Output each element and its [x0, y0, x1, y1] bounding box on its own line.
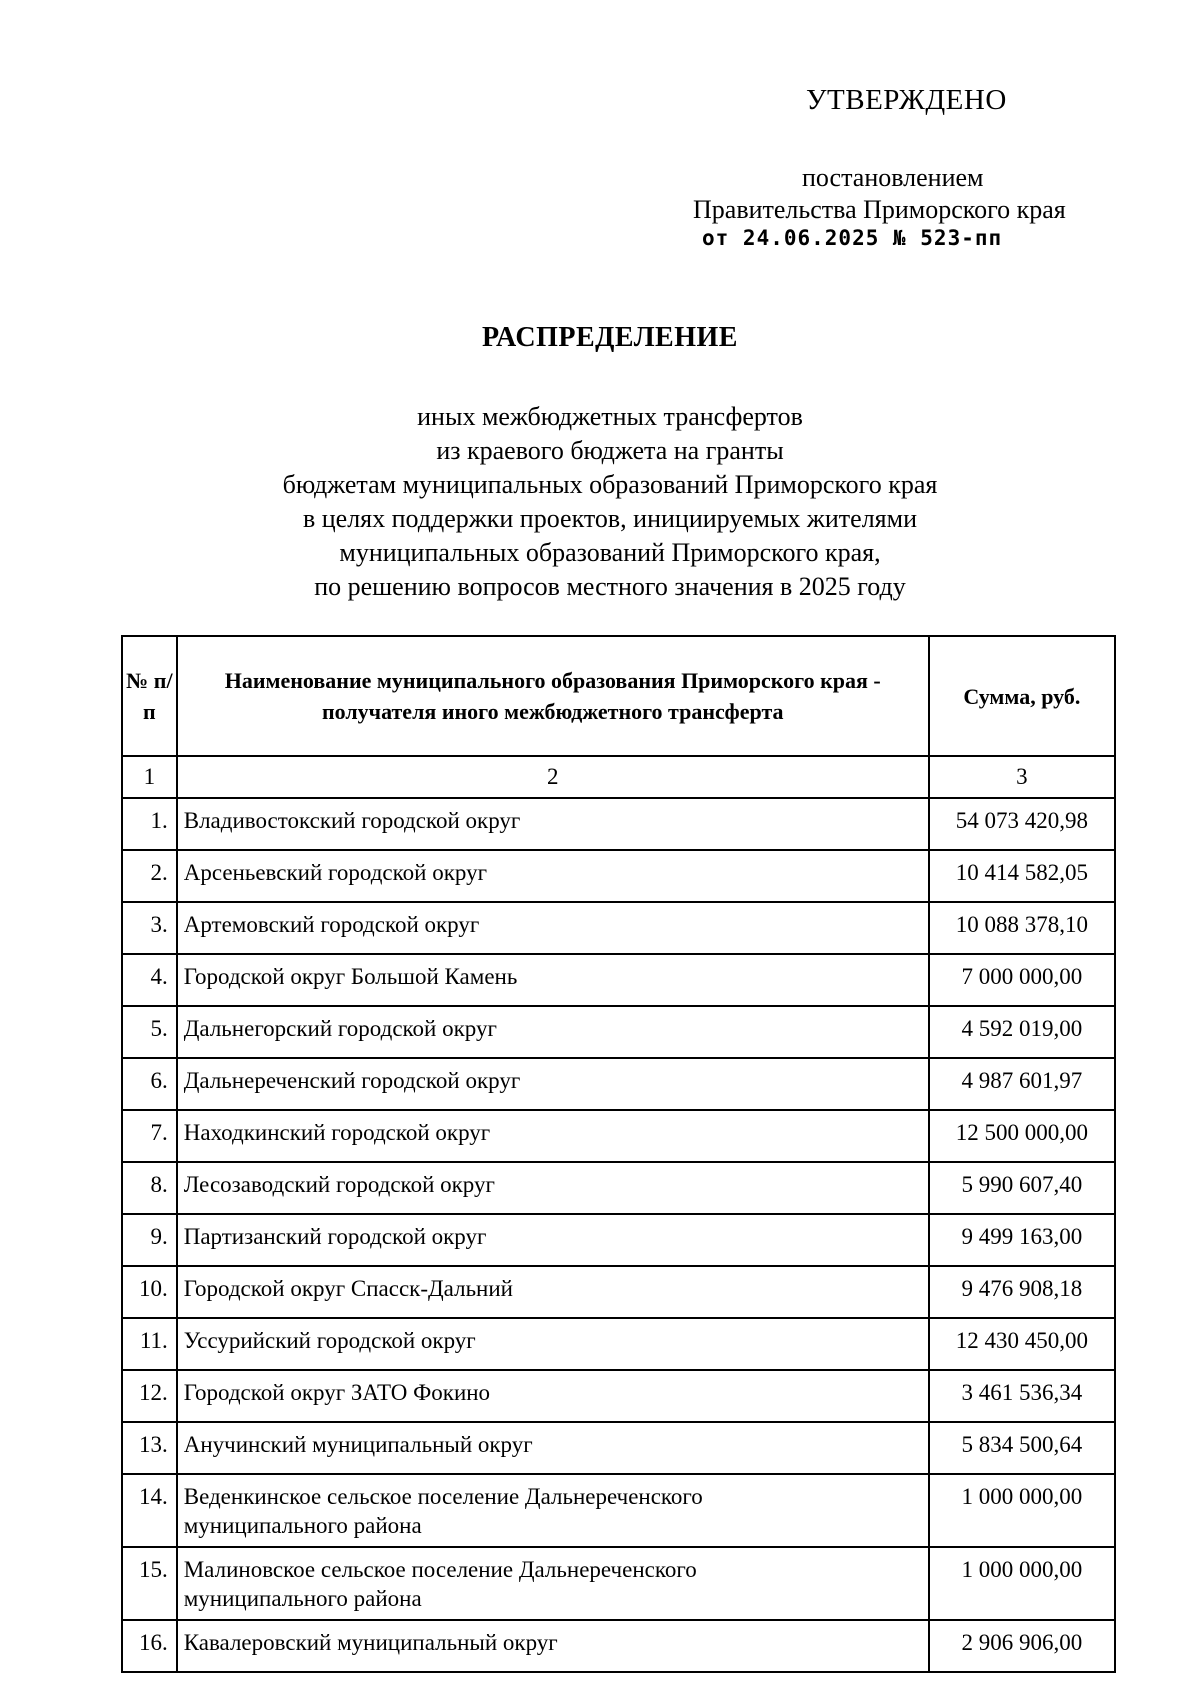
row-num: 2.	[122, 850, 177, 902]
row-sum: 9 499 163,00	[929, 1214, 1115, 1266]
table-header-row	[122, 636, 1115, 756]
subtitle-line: иных межбюджетных трансфертов	[417, 402, 803, 431]
row-num: 1.	[122, 798, 177, 850]
header-name-line-2: получателя иного межбюджетного трансферта	[321, 699, 784, 724]
row-name: Владивостокский городской округ	[177, 798, 929, 850]
row-sum: 2 906 906,00	[929, 1620, 1115, 1672]
header-sum: Сумма, руб.	[929, 636, 1115, 756]
row-num: 16.	[122, 1620, 177, 1672]
row-sum: 4 987 601,97	[929, 1058, 1115, 1110]
table-row	[122, 1058, 1115, 1110]
subtitle-line: муниципальных образований Приморского края,	[339, 538, 881, 567]
row-num: 6.	[122, 1058, 177, 1110]
row-num: 14.	[122, 1474, 177, 1547]
approval-line-2: Правительства Приморского края	[693, 195, 1066, 224]
table-row	[122, 798, 1115, 850]
column-index: 3	[929, 756, 1115, 798]
approval-line-1: постановлением	[802, 163, 984, 192]
row-name: Дальнегорский городской округ	[177, 1006, 929, 1058]
table-row	[122, 1620, 1115, 1672]
row-name-line-1: Веденкинское сельское поселение Дальнереченского	[183, 1484, 703, 1509]
row-sum: 10 414 582,05	[929, 850, 1115, 902]
row-name-line-1: Малиновское сельское поселение Дальнереченского	[183, 1557, 697, 1582]
row-name: Городской округ Большой Камень	[177, 954, 929, 1006]
row-sum: 10 088 378,10	[929, 902, 1115, 954]
row-name: Городской округ ЗАТО Фокино	[177, 1370, 929, 1422]
row-name: Анучинский муниципальный округ	[177, 1422, 929, 1474]
table-row	[122, 1474, 1115, 1547]
column-index: 2	[177, 756, 929, 798]
approval-date-number: от 24.06.2025 № 523-пп	[702, 226, 1003, 250]
row-name	[177, 1547, 929, 1620]
distribution-table	[121, 635, 1116, 1673]
document-title: РАСПРЕДЕЛЕНИЕ	[482, 322, 738, 353]
column-index-row	[122, 756, 1115, 798]
row-name-line-2: муниципального района	[183, 1586, 422, 1611]
approval-stamp-title: УТВЕРЖДЕНО	[806, 84, 1007, 116]
row-sum: 5 834 500,64	[929, 1422, 1115, 1474]
row-num: 4.	[122, 954, 177, 1006]
row-name: Находкинский городской округ	[177, 1110, 929, 1162]
row-num: 15.	[122, 1547, 177, 1620]
row-name: Уссурийский городской округ	[177, 1318, 929, 1370]
row-name: Лесозаводский городской округ	[177, 1162, 929, 1214]
row-name: Арсеньевский городской округ	[177, 850, 929, 902]
row-sum: 12 430 450,00	[929, 1318, 1115, 1370]
row-num: 10.	[122, 1266, 177, 1318]
row-sum: 12 500 000,00	[929, 1110, 1115, 1162]
header-name-line-1: Наименование муниципального образования Приморского края -	[224, 668, 881, 693]
row-num: 5.	[122, 1006, 177, 1058]
row-name: Дальнереченский городской округ	[177, 1058, 929, 1110]
row-name-line-2: муниципального района	[183, 1513, 422, 1538]
row-num: 12.	[122, 1370, 177, 1422]
subtitle-line: бюджетам муниципальных образований Приморского края	[282, 470, 938, 499]
table-row	[122, 850, 1115, 902]
subtitle-line: из краевого бюджета на гранты	[436, 436, 784, 465]
table-row	[122, 1214, 1115, 1266]
row-name	[177, 1474, 929, 1547]
table-row	[122, 1547, 1115, 1620]
subtitle-line: по решению вопросов местного значения в 2025 году	[314, 572, 906, 601]
row-name: Артемовский городской округ	[177, 902, 929, 954]
subtitle-line: в целях поддержки проектов, инициируемых жителями	[302, 504, 918, 533]
row-sum: 5 990 607,40	[929, 1162, 1115, 1214]
row-num: 13.	[122, 1422, 177, 1474]
document-subtitle	[0, 400, 1200, 604]
row-num: 3.	[122, 902, 177, 954]
table-row	[122, 1318, 1115, 1370]
table-row	[122, 954, 1115, 1006]
row-name: Городской округ Спасск-Дальний	[177, 1266, 929, 1318]
table-row	[122, 1422, 1115, 1474]
table-row	[122, 1370, 1115, 1422]
table-row	[122, 1266, 1115, 1318]
table-row	[122, 1110, 1115, 1162]
table-row	[122, 1162, 1115, 1214]
header-name	[177, 636, 929, 756]
header-num: № п/п	[122, 636, 177, 756]
row-sum: 4 592 019,00	[929, 1006, 1115, 1058]
table-row	[122, 902, 1115, 954]
table-row	[122, 1006, 1115, 1058]
row-num: 9.	[122, 1214, 177, 1266]
row-sum: 3 461 536,34	[929, 1370, 1115, 1422]
row-sum: 54 073 420,98	[929, 798, 1115, 850]
row-name: Кавалеровский муниципальный округ	[177, 1620, 929, 1672]
column-index: 1	[122, 756, 177, 798]
row-num: 7.	[122, 1110, 177, 1162]
row-num: 11.	[122, 1318, 177, 1370]
row-sum: 7 000 000,00	[929, 954, 1115, 1006]
row-sum: 9 476 908,18	[929, 1266, 1115, 1318]
row-sum: 1 000 000,00	[929, 1474, 1115, 1547]
row-name: Партизанский городской округ	[177, 1214, 929, 1266]
row-sum: 1 000 000,00	[929, 1547, 1115, 1620]
row-num: 8.	[122, 1162, 177, 1214]
